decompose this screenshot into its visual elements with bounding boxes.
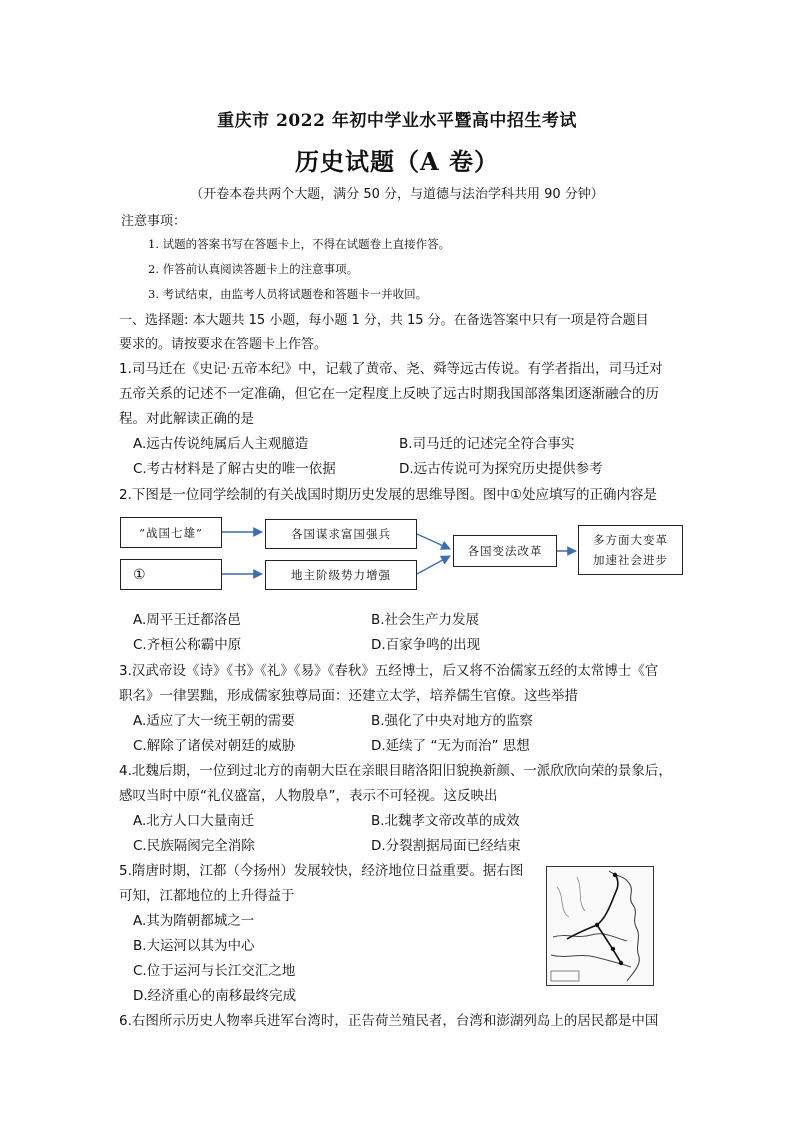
option-b: B.强化了中央对地方的监察 (371, 713, 534, 729)
river (553, 934, 627, 941)
option-d: D.经济重心的南移最终完成 (133, 988, 297, 1004)
exam-info: （开卷本卷共两个大题，满分 50 分，与道德与法治学科共用 90 分钟） (190, 187, 604, 202)
box-landlord-class: 地主阶级势力增强 (265, 560, 417, 590)
map-drawing (547, 867, 653, 985)
canal-route (597, 925, 621, 963)
question-stem: 可知，江都地位的上升得益于 (119, 888, 295, 904)
box-blank-1: ① (120, 559, 222, 590)
city-dot (611, 947, 615, 951)
box-text: 加速社会进步 (593, 553, 668, 567)
option-b: B.司马迁的记述完全符合事实 (399, 436, 575, 452)
question-stem: 3.汉武帝设《诗》《书》《礼》《易》《春秋》五经博士，后又将不治儒家五经的太常博士《官 (119, 663, 659, 679)
option-d: D.延续了 “无为而治” 思想 (371, 738, 530, 754)
exam-title: 重庆市 2022 年初中学业水平暨高中招生考试 (217, 111, 577, 131)
option-c: C.解除了诸侯对朝廷的威胁 (133, 738, 296, 754)
option-c: C.考古材料是了解古史的唯一依据 (133, 461, 336, 477)
notice-item: 2. 作答前认真阅读答题卡上的注意事项。 (148, 262, 359, 276)
city-dot (595, 923, 599, 927)
option-d: D.百家争鸣的出现 (371, 637, 481, 653)
option-d: D.分裂割据局面已经结束 (371, 838, 521, 854)
option-a: A.远古传说纯属后人主观臆造 (133, 436, 309, 452)
question-stem: 五帝关系的记述不一定准确，但它在一定程度上反映了远古时期我国部落集团逐渐融合的历 (119, 386, 659, 402)
question-stem: 1.司马迁在《史记·五帝本纪》中，记载了黄帝、尧、舜等远古传说。有学者指出，司马迁对 (119, 361, 663, 377)
exam-subtitle: 历史试题（A 卷） (295, 147, 499, 176)
city-dot (613, 873, 617, 877)
box-wealth-power: 各国谋求富国强兵 (265, 519, 417, 549)
option-b: B.社会生产力发展 (371, 612, 480, 628)
question-stem: 程。对此解读正确的是 (119, 411, 254, 427)
question-stem: 6.右图所示历史人物率兵进军台湾时，正告荷兰殖民者，台湾和澎湖列岛上的居民都是中国 (119, 1013, 659, 1029)
map-legend (551, 971, 579, 981)
option-c: C.齐桓公称霸中原 (133, 637, 242, 653)
arrow (417, 534, 450, 549)
question-stem: 感叹当时中原“礼仪盛富，人物殷阜”，表示不可轻视。这反映出 (119, 788, 498, 804)
section-instruction: 要求的。请按要求在答题卡上作答。 (119, 337, 328, 352)
option-a: A.周平王迁都洛邑 (133, 612, 241, 628)
city-dot (619, 961, 623, 965)
notice-heading: 注意事项： (121, 214, 187, 229)
question-stem: 2.下图是一位同学绘制的有关战国时期历史发展的思维导图。图中①处应填写的正确内容是 (119, 487, 657, 503)
notice-item: 3. 考试结束，由监考人员将试题卷和答题卡一并收回。 (148, 287, 428, 301)
box-reforms: 各国变法改革 (453, 535, 557, 567)
arrow (417, 556, 450, 574)
grand-canal-map (546, 866, 654, 986)
option-c: C.民族隔阂完全消除 (133, 838, 255, 854)
canal-route (567, 873, 618, 939)
box-text: 多方面大变革 (593, 533, 668, 547)
section-instruction: 一、选择题: 本大题共 15 小题，每小题 1 分，共 15 分。在备选答案中只有一项是符合题目 (119, 313, 649, 328)
question-stem: 4.北魏后期，一位到过北方的南朝大臣在亲眼目睹洛阳旧貌换新颜、一派欣欣向荣的景象后， (119, 763, 672, 779)
option-b: B.北魏孝文帝改革的成效 (371, 813, 520, 829)
box-seven-states: “战国七雄” (120, 517, 222, 548)
option-a: A.其为隋朝都城之一 (133, 913, 255, 929)
box-great-change (578, 525, 683, 575)
option-c: C.位于运河与长江交汇之地 (133, 963, 296, 979)
notice-item: 1. 试题的答案书写在答题卡上，不得在试题卷上直接作答。 (148, 237, 451, 251)
option-d: D.远古传说可为探究历史提供参考 (399, 461, 603, 477)
option-a: A.北方人口大量南迁 (133, 813, 255, 829)
option-b: B.大运河以其为中心 (133, 938, 255, 954)
option-a: A.适应了大一统王朝的需要 (133, 713, 295, 729)
region-border (557, 877, 585, 917)
question-stem: 5.隋唐时期，江都（今扬州）发展较快，经济地位日益重要。据右图 (119, 863, 524, 879)
question-stem: 职名》一律罢黜，形成儒家独尊局面：还建立太学，培养儒生官僚。这些举措 (119, 688, 578, 704)
